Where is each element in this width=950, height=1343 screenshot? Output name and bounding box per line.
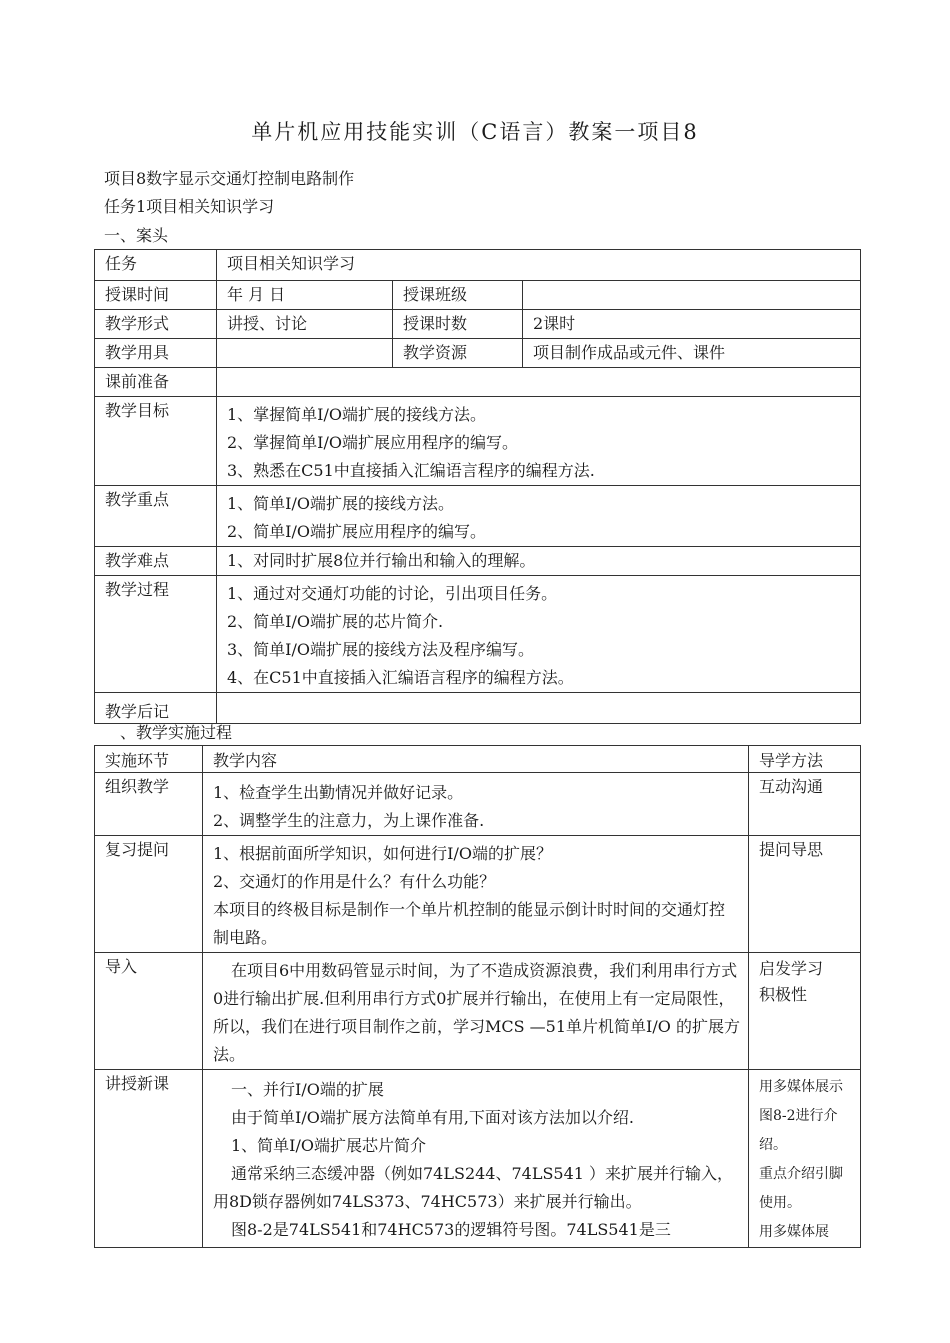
method-line: 用多媒体展示图8-2进行介绍。 [759,1079,843,1153]
method-line: 提问导思 [759,840,824,859]
content-line: 图8-2是74LS541和74HC573的逻辑符号图。74LS541是三 [231,1220,671,1239]
content-line: 2、调整学生的注意力，为上课作准备. [213,811,485,830]
process-item: 1、通过对交通灯功能的讨论，引出项目任务。 [227,584,558,603]
process-item: 2、简单I/O端扩展的芯片简介. [227,612,444,631]
form-value: 讲授、讨论 [217,310,393,339]
hours-value: 2课时 [523,310,861,339]
method-line: 积极性 [759,985,808,1004]
method-line: 互动沟通 [759,777,824,796]
header-stage: 实施环节 [95,746,203,773]
tools-label: 教学用具 [95,339,217,368]
process-label: 教学过程 [95,576,217,693]
focus-content [217,486,861,547]
content-cell [203,773,749,836]
difficulty-item: 1、对同时扩展8位并行输出和输入的理解。 [227,551,536,570]
content-line: 1、根据前面所学知识，如何进行I/O端的扩展？ [213,844,553,863]
implementation-table [94,745,861,1248]
content-line: 通常采纳三态缓冲器（例如74LS244、74LS541 ）来扩展并行输入，用8D锁存器例如74LS373、74HC573）来扩展并行输出。 [213,1164,734,1211]
focus-item: 2、简单I/O端扩展应用程序的编写。 [227,522,487,541]
method-cell [749,953,861,1070]
form-label: 教学形式 [95,310,217,339]
goal-label: 教学目标 [95,397,217,486]
hours-label: 授课时数 [393,310,523,339]
afterword-label: 教学后记 [95,693,217,724]
method-line: 启发学习 [759,959,824,978]
prep-value [217,368,861,397]
content-line: 本项目的终极目标是制作一个单片机控制的能显示倒计时时间的交通灯控制电路。 [213,900,726,947]
stage-cell: 组织教学 [95,773,203,836]
header-content: 教学内容 [203,746,749,773]
content-line: 由于简单I/O端扩展方法简单有用,下面对该方法加以介绍. [231,1108,635,1127]
stage-cell: 导入 [95,953,203,1070]
task-value: 项目相关知识学习 [217,250,861,281]
resources-value: 项目制作成品或元件、课件 [523,339,861,368]
time-label: 授课时间 [95,281,217,310]
difficulty-content [217,547,861,576]
method-line: 用多媒体展 [759,1224,829,1240]
goal-item: 2、掌握简单I/O端扩展应用程序的编写。 [227,433,519,452]
class-value [523,281,861,310]
header-method: 导学方法 [749,746,861,773]
resources-label: 教学资源 [393,339,523,368]
prep-label: 课前准备 [95,368,217,397]
process-content [217,576,861,693]
goal-item: 1、掌握简单I/O端扩展的接线方法。 [227,405,487,424]
focus-item: 1、简单I/O端扩展的接线方法。 [227,494,455,513]
class-label: 授课班级 [393,281,523,310]
method-line: 重点介绍引脚使用。 [759,1166,843,1211]
section-process-heading: 、教学实施过程 [120,723,233,742]
time-value: 年 月 日 [217,281,393,310]
project-heading: 项目8数字显示交通灯控制电路制作 [104,169,355,188]
content-cell [203,836,749,953]
document-title: 单片机应用技能实训（C语言）教案一项目8 [251,120,699,144]
method-cell [749,1070,861,1248]
content-line: 一、并行I/O端的扩展 [231,1080,384,1099]
afterword-value [217,693,861,724]
content-line: 2、交通灯的作用是什么？有什么功能？ [213,872,496,891]
goal-content [217,397,861,486]
difficulty-label: 教学难点 [95,547,217,576]
content-cell: 在项目6中用数码管显示时间，为了不造成资源浪费，我们利用串行方式0进行输出扩展.但利用串行方式0扩展并行输出，在使用上有一定局限性，所以，我们在进行项目制作之前，学习MCS —51单片机简单I/O 的扩展方法。 [203,953,749,1070]
goal-item: 3、熟悉在C51中直接插入汇编语言程序的编程方法. [227,461,595,480]
content-cell [203,1070,749,1248]
content-line: 1、检查学生出勤情况并做好记录。 [213,783,464,802]
section-header-heading: 一、案头 [104,226,169,245]
tools-value [217,339,393,368]
content-line: 1、简单I/O端扩展芯片简介 [231,1136,427,1155]
process-item: 4、在C51中直接插入汇编语言程序的编程方法。 [227,668,574,687]
focus-label: 教学重点 [95,486,217,547]
stage-cell: 复习提问 [95,836,203,953]
process-item: 3、简单I/O端扩展的接线方法及程序编写。 [227,640,535,659]
stage-cell: 讲授新课 [95,1070,203,1248]
method-cell [749,773,861,836]
task-heading: 任务1项目相关知识学习 [104,197,275,216]
task-label: 任务 [95,250,217,281]
lesson-header-table [94,249,861,724]
method-cell [749,836,861,953]
